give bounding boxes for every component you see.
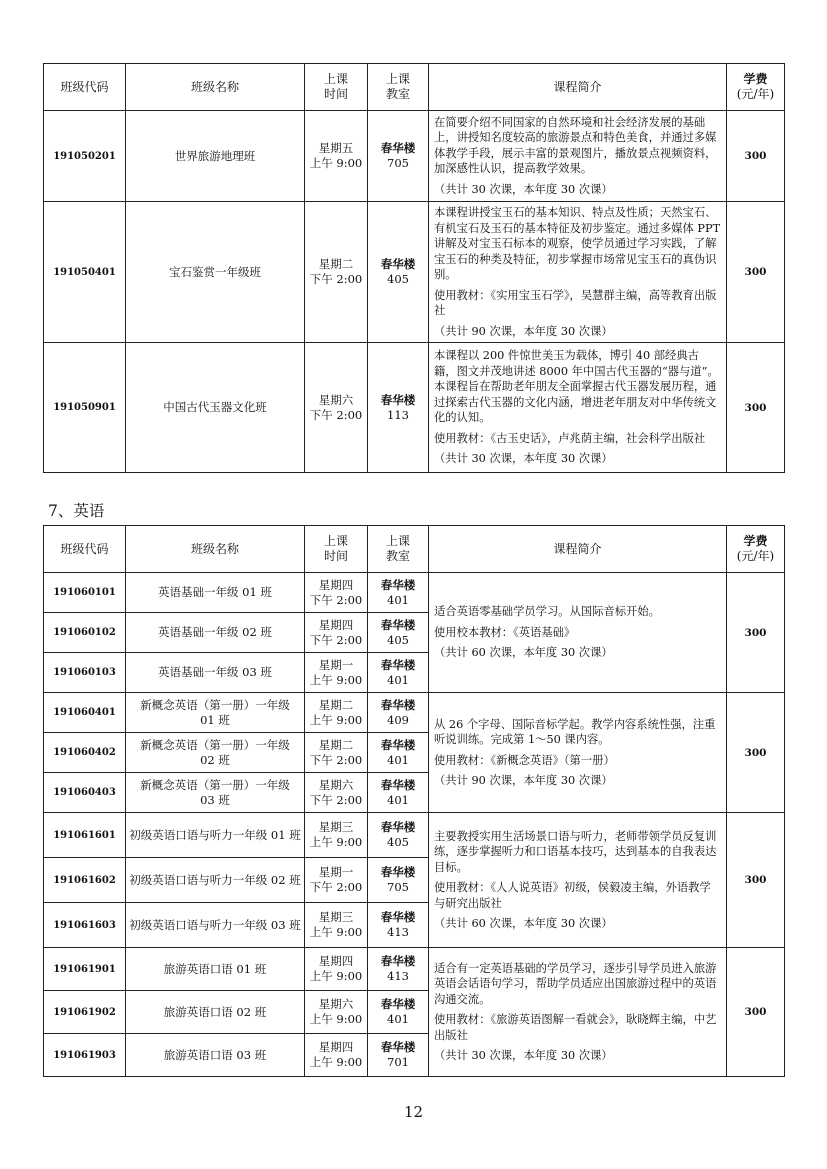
class-code: 191061602 <box>44 858 126 903</box>
class-code: 191050901 <box>44 343 126 473</box>
class-name: 英语基础一年级 03 班 <box>126 653 305 693</box>
class-code: 191060403 <box>44 773 126 813</box>
class-room: 春华楼 401 <box>368 573 429 613</box>
class-time: 星期二 下午 2:00 <box>305 202 368 343</box>
header-desc: 课程简介 <box>429 526 727 573</box>
class-code: 191060101 <box>44 573 126 613</box>
class-time: 星期四 下午 2:00 <box>305 613 368 653</box>
class-name: 新概念英语（第一册）一年级 02 班 <box>126 733 305 773</box>
class-name: 中国古代玉器文化班 <box>126 343 305 473</box>
header-code: 班级代码 <box>44 64 126 111</box>
textbook: 使用教材：《古玉史话》，卢兆荫主编，社会科学出版社 <box>434 431 706 445</box>
lesson-count: （共计 60 次课，本年度 30 次课） <box>434 646 613 660</box>
table-header-row <box>44 526 785 573</box>
class-room: 春华楼 401 <box>368 991 429 1034</box>
section-title: 7、英语 <box>48 502 105 520</box>
class-name: 初级英语口语与听力一年级 01 班 <box>126 813 305 858</box>
class-room: 春华楼 413 <box>368 948 429 991</box>
class-room: 春华楼 401 <box>368 653 429 693</box>
class-time: 星期四 上午 9:00 <box>305 1034 368 1077</box>
class-time: 星期五 上午 9:00 <box>305 111 368 202</box>
class-time: 星期四 上午 9:00 <box>305 948 368 991</box>
course-description: 适合英语零基础学员学习。从国际音标开始。 使用校本教材：《英语基础》 （共计 60 次课，本年度 30 次课） <box>429 573 727 693</box>
class-room: 春华楼 405 <box>368 813 429 858</box>
lesson-count: （共计 90 次课，本年度 30 次课） <box>434 324 613 338</box>
class-room: 春华楼 401 <box>368 733 429 773</box>
class-name: 宝石鉴赏一年级班 <box>126 202 305 343</box>
page-number: 12 <box>403 1103 424 1121</box>
tuition-fee: 300 <box>727 111 785 202</box>
class-time: 星期二 下午 2:00 <box>305 733 368 773</box>
class-code: 191060103 <box>44 653 126 693</box>
class-name: 初级英语口语与听力一年级 03 班 <box>126 903 305 948</box>
class-name: 旅游英语口语 02 班 <box>126 991 305 1034</box>
textbook: 使用校本教材：《英语基础》 <box>434 625 576 639</box>
class-code: 191050201 <box>44 111 126 202</box>
class-code: 191061903 <box>44 1034 126 1077</box>
class-name: 世界旅游地理班 <box>126 111 305 202</box>
course-description: 在简要介绍不同国家的自然环境和社会经济发展的基础上，讲授知名度较高的旅游景点和特色美食，并通过多媒体教学手段，展示丰富的景观图片，播放景点视频资料，加深感性认识，提高教学效果。 （共计 30 次课，本年度 30 次课） <box>429 111 727 202</box>
class-name: 旅游英语口语 03 班 <box>126 1034 305 1077</box>
course-table-1 <box>43 63 785 473</box>
lesson-count: （共计 30 次课，本年度 30 次课） <box>434 182 613 196</box>
class-name: 新概念英语（第一册）一年级 03 班 <box>126 773 305 813</box>
course-description: 从 26 个字母、国际音标学起。教学内容系统性强，注重听说训练。完成第 1～50 课内容。 使用教材：《新概念英语》（第一册） （共计 90 次课，本年度 30 次课） <box>429 693 727 813</box>
table-row <box>44 343 785 473</box>
header-fee: 学费 (元/年) <box>727 526 785 573</box>
class-room: 春华楼 409 <box>368 693 429 733</box>
table-row <box>44 573 785 613</box>
course-description: 主要教授实用生活场景口语与听力，老师带领学员反复训练，逐步掌握听力和口语基本技巧，达到基本的自我表达目标。 使用教材：《人人说英语》初级，侯毅凌主编，外语教学与研究出版社 （共计 60 次课，本年度 30 次课） <box>429 813 727 948</box>
tuition-fee: 300 <box>727 202 785 343</box>
class-room: 春华楼 413 <box>368 903 429 948</box>
class-room: 春华楼 405 <box>368 202 429 343</box>
header-fee: 学费 (元/年) <box>727 64 785 111</box>
tuition-fee: 300 <box>727 573 785 693</box>
class-room: 春华楼 405 <box>368 613 429 653</box>
header-room: 上课 教室 <box>368 526 429 573</box>
class-time: 星期三 上午 9:00 <box>305 813 368 858</box>
header-time: 上课 时间 <box>305 526 368 573</box>
class-name: 英语基础一年级 02 班 <box>126 613 305 653</box>
class-code: 191060401 <box>44 693 126 733</box>
tuition-fee: 300 <box>727 693 785 813</box>
class-time: 星期六 下午 2:00 <box>305 343 368 473</box>
course-description: 适合有一定英语基础的学员学习，逐步引导学员进入旅游英语会话语句学习，帮助学员适应出国旅游过程中的英语沟通交流。 使用教材：《旅游英语图解一看就会》，耿晓辉主编，中艺出版社 （共计 30 次课，本年度 30 次课） <box>429 948 727 1077</box>
class-code: 191050401 <box>44 202 126 343</box>
tuition-fee: 300 <box>727 948 785 1077</box>
header-name: 班级名称 <box>126 526 305 573</box>
header-time: 上课 时间 <box>305 64 368 111</box>
class-code: 191060402 <box>44 733 126 773</box>
class-code: 191061902 <box>44 991 126 1034</box>
class-time: 星期六 上午 9:00 <box>305 991 368 1034</box>
table-row <box>44 202 785 343</box>
class-name: 初级英语口语与听力一年级 02 班 <box>126 858 305 903</box>
class-room: 春华楼 401 <box>368 773 429 813</box>
class-room: 春华楼 705 <box>368 111 429 202</box>
textbook: 使用教材：《实用宝玉石学》，吴慧群主编，高等教育出版社 <box>434 288 717 317</box>
class-time: 星期四 下午 2:00 <box>305 573 368 613</box>
class-code: 191060102 <box>44 613 126 653</box>
class-time: 星期六 下午 2:00 <box>305 773 368 813</box>
class-name: 英语基础一年级 01 班 <box>126 573 305 613</box>
class-room: 春华楼 113 <box>368 343 429 473</box>
lesson-count: （共计 30 次课，本年度 30 次课） <box>434 452 613 466</box>
class-name: 新概念英语（第一册）一年级 01 班 <box>126 693 305 733</box>
table-header-row <box>44 64 785 111</box>
textbook: 使用教材：《旅游英语图解一看就会》，耿晓辉主编，中艺出版社 <box>434 1013 717 1042</box>
class-code: 191061901 <box>44 948 126 991</box>
class-time: 星期二 上午 9:00 <box>305 693 368 733</box>
table-row <box>44 111 785 202</box>
class-time: 星期一 下午 2:00 <box>305 858 368 903</box>
header-name: 班级名称 <box>126 64 305 111</box>
header-room: 上课 教室 <box>368 64 429 111</box>
tuition-fee: 300 <box>727 343 785 473</box>
tuition-fee: 300 <box>727 813 785 948</box>
class-name: 旅游英语口语 01 班 <box>126 948 305 991</box>
table-row <box>44 948 785 991</box>
class-room: 春华楼 701 <box>368 1034 429 1077</box>
textbook: 使用教材：《新概念英语》（第一册） <box>434 753 615 767</box>
course-description: 本课程讲授宝玉石的基本知识、特点及性质；天然宝石、有机宝石及玉石的基本特征及初步鉴定。通过多媒体 PPT 讲解及对宝玉石标本的观察，使学员通过学习实践，了解宝玉石的种类及特征，初步掌握市场常见宝玉石的真伪识别。 使用教材：《实用宝玉石学》，吴慧群主编，高等教育出版社 （共计 90 次课，本年度 30 次课） <box>429 202 727 343</box>
table-row <box>44 813 785 858</box>
textbook: 使用教材：《人人说英语》初级，侯毅凌主编，外语教学与研究出版社 <box>434 881 711 910</box>
class-room: 春华楼 705 <box>368 858 429 903</box>
lesson-count: （共计 60 次课，本年度 30 次课） <box>434 917 613 930</box>
header-desc: 课程简介 <box>429 64 727 111</box>
header-code: 班级代码 <box>44 526 126 573</box>
class-time: 星期一 上午 9:00 <box>305 653 368 693</box>
table-row <box>44 693 785 733</box>
class-code: 191061601 <box>44 813 126 858</box>
lesson-count: （共计 90 次课，本年度 30 次课） <box>434 774 613 787</box>
lesson-count: （共计 30 次课，本年度 30 次课） <box>434 1049 613 1062</box>
course-table-2 <box>43 525 785 1077</box>
course-description: 本课程以 200 件惊世美玉为载体，博引 40 部经典古籍，图文并茂地讲述 8000 年中国古代玉器的“器与道”。本课程旨在帮助老年朋友全面掌握古代玉器发展历程，通过探索古代玉器的文化内涵，增进老年朋友对中华传统文化的认知。 使用教材：《古玉史话》，卢兆荫主编，社会科学出版社 （共计 30 次课，本年度 30 次课） <box>429 343 727 473</box>
class-code: 191061603 <box>44 903 126 948</box>
class-time: 星期三 上午 9:00 <box>305 903 368 948</box>
